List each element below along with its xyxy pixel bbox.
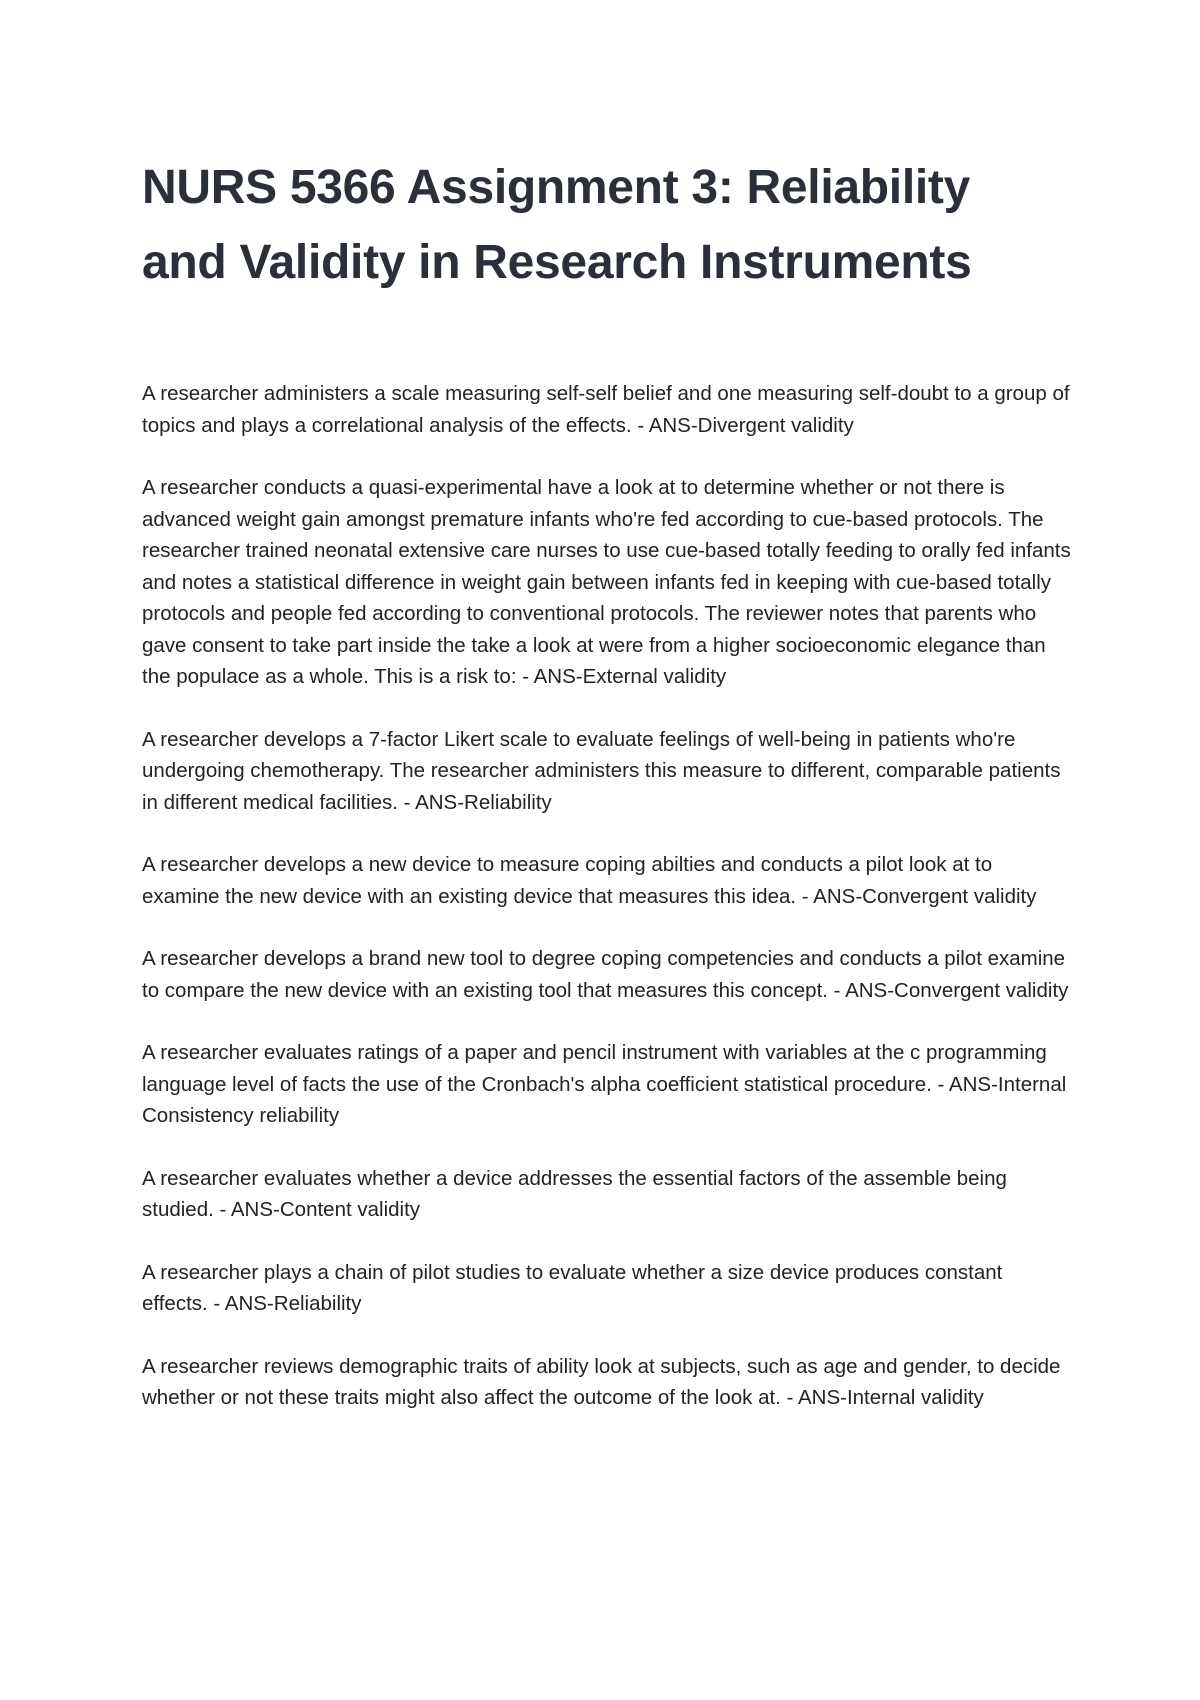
qa-item: A researcher evaluates whether a device addresses the essential factors of the assemble being studied. - ANS-Content validity: [142, 1166, 1007, 1221]
qa-item: A researcher administers a scale measuring self-self belief and one measuring self-doubt to a group of topics and plays a correlational analysis of the effects. - ANS-Divergent validity: [142, 382, 1070, 437]
qa-item: A researcher develops a new device to measure coping abilties and conducts a pilot look at to examine the new device with an existing device that measures this idea. - ANS-Convergent validity: [142, 853, 1037, 908]
qa-item: A researcher conducts a quasi-experimental have a look at to determine whether or not there is advanced weight gain amongst premature infants who're fed according to cue-based protocols. The researcher trained neonatal extensive care nurses to use cue-based totally feeding to orally fed infants and notes a statistical difference in weight gain between infants fed in keeping with cue-based totally protocols and people fed according to conventional protocols. The reviewer notes that parents who gave consent to take part inside the take a look at were from a higher socioeconomic elegance than the populace as a whole. This is a risk to: - ANS-External validity: [142, 476, 1071, 688]
qa-item: A researcher develops a brand new tool to degree coping competencies and conducts a pilot examine to compare the new device with an existing tool that measures this concept. - ANS-Convergent validity: [142, 947, 1069, 1002]
qa-item: A researcher plays a chain of pilot studies to evaluate whether a size device produces constant effects. - ANS-Reliability: [142, 1260, 1003, 1315]
qa-item: A researcher develops a 7-factor Likert scale to evaluate feelings of well-being in patients who're undergoing chemotherapy. The researcher administers this measure to different, comparable patients in different medical facilities. - ANS-Reliability: [142, 727, 1061, 814]
qa-item: A researcher reviews demographic traits of ability look at subjects, such as age and gender, to decide whether or not these traits might also affect the outcome of the look at. - ANS-Internal validity: [142, 1354, 1061, 1409]
qa-list: [142, 378, 1072, 1414]
document-title: NURS 5366 Assignment 3: Reliability and Validity in Research Instruments: [142, 161, 972, 289]
qa-item: A researcher evaluates ratings of a paper and pencil instrument with variables at the c programming language level of facts the use of the Cronbach's alpha coefficient statistical procedure. - ANS-Internal Consistency reliability: [142, 1041, 1067, 1127]
